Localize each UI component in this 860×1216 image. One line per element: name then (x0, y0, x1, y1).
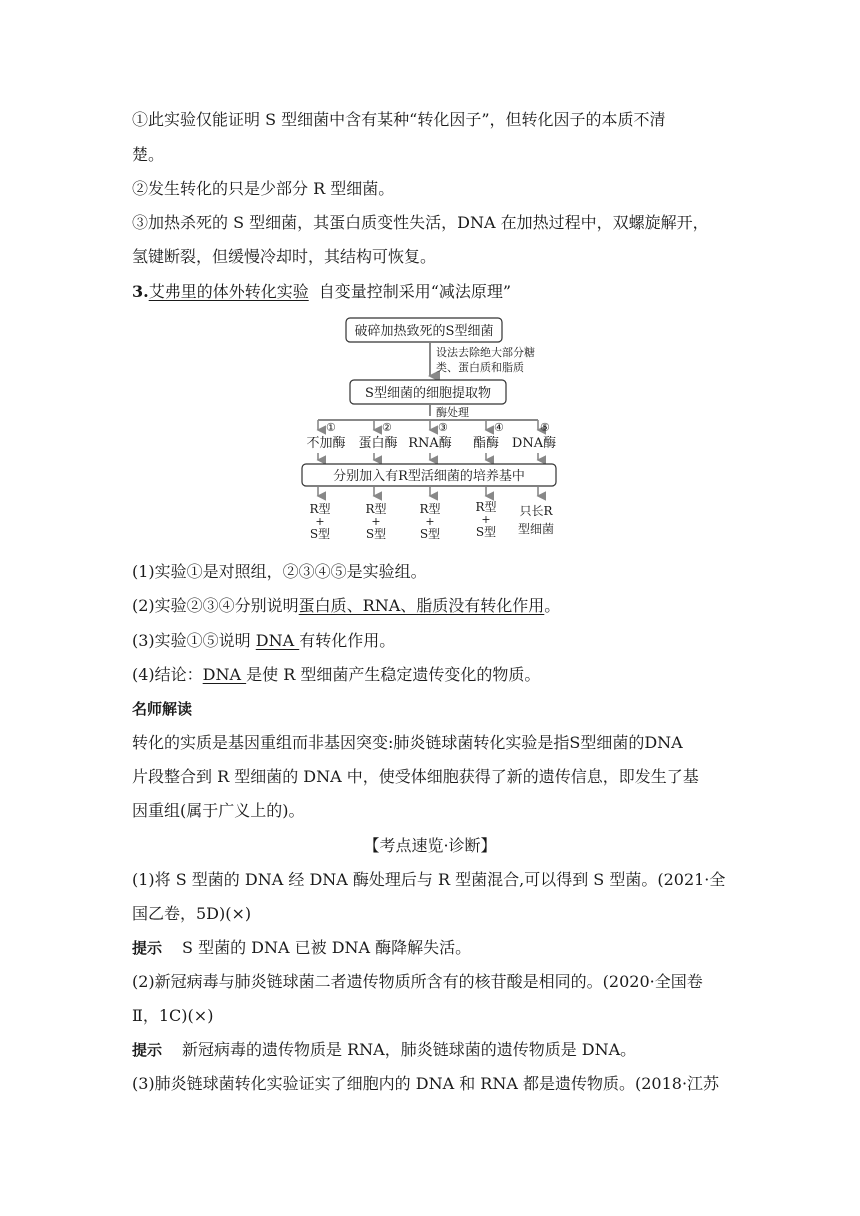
paragraph-line: ②发生转化的只是少部分 R 型细菌。 (132, 179, 395, 198)
result-line1: R型 (309, 502, 331, 516)
result-line1: R型 (475, 500, 497, 514)
avery-experiment-diagram (290, 312, 570, 544)
question-text: 是使 R 型细菌产生稳定遗传变化的物质。 (246, 665, 541, 684)
result-line2: 型细菌 (517, 522, 555, 536)
treatment-number: ④ (494, 421, 504, 434)
result-line2: + (425, 515, 435, 528)
treatment-label: 酯酶 (472, 436, 500, 451)
paragraph-line: 楚。 (132, 145, 165, 164)
treatment-number: ③ (438, 421, 448, 434)
answer-blank: DNA (255, 631, 300, 650)
question-text: (2)实验②③④分别说明 (132, 596, 299, 615)
question-line: (1)实验①是对照组，②③④⑤是实验组。 (132, 562, 427, 581)
tip-label: 提示 (132, 1041, 163, 1059)
paragraph-line: 氢键断裂，但缓慢冷却时，其结构可恢复。 (132, 247, 437, 266)
section-note: 自变量控制采用“减法原理” (318, 282, 512, 301)
teacher-heading: 名师解读 (132, 700, 193, 718)
result-line3: S型 (309, 527, 331, 541)
paragraph-line: ①此实验仅能证明 S 型细菌中含有某种“转化因子”，但转化因子的本质不清 (132, 110, 666, 129)
treatment-label: 不加酶 (306, 436, 346, 451)
result-line2: + (315, 515, 325, 528)
step1-label-line1: 设法去除绝大部分糖 (436, 346, 535, 359)
section-title: 艾弗里的体外转化实验 (148, 282, 309, 301)
box-s-extract-label: S型细菌的细胞提取物 (365, 386, 491, 401)
box-culture-medium-label: 分别加入有R型活细菌的培养基中 (333, 469, 525, 484)
paragraph-line: ③加热杀死的 S 型细菌，其蛋白质变性失活，DNA 在加热过程中，双螺旋解开， (132, 213, 709, 232)
teacher-text-line: 片段整合到 R 型细菌的 DNA 中，使受体细胞获得了新的遗传信息，即发生了基 (132, 767, 699, 786)
section-title: 【考点速览·诊断】 (363, 836, 497, 855)
question-line (132, 596, 560, 616)
result-line3: S型 (419, 527, 441, 541)
question-text: 有转化作用。 (299, 631, 396, 650)
treatment-number: ⑤ (540, 421, 550, 434)
teacher-text-line: 因重组(属于广义上的)。 (132, 801, 305, 820)
teacher-text-line: 转化的实质是基因重组而非基因突变:肺炎链球菌转化实验是指S型细菌的DNA (132, 733, 683, 752)
tip-text: 新冠病毒的遗传物质是 RNA，肺炎链球菌的遗传物质是 DNA。 (182, 1040, 637, 1059)
question-line (132, 631, 395, 651)
diagnosis-line: (3)肺炎链球菌转化实验证实了细胞内的 DNA 和 RNA 都是遗传物质。(2018·江苏 (132, 1074, 720, 1093)
diagnosis-line: (2)新冠病毒与肺炎链球菌二者遗传物质所含有的核苷酸是相同的。(2020·全国卷 (132, 972, 703, 991)
treatment-label: DNA酶 (511, 436, 557, 451)
result-line2: + (371, 515, 381, 528)
question-line (132, 665, 540, 685)
diagnosis-line: (1)将 S 型菌的 DNA 经 DNA 酶处理后与 R 型菌混合,可以得到 S 型菌。(2021·全 (132, 870, 726, 889)
tip-line (132, 1040, 636, 1060)
result-line3: S型 (365, 527, 387, 541)
step1-label-line2: 类、蛋白质和脂质 (436, 361, 524, 374)
result-line1: R型 (365, 502, 387, 516)
result-line3: S型 (475, 525, 497, 539)
box-heat-killed-s-label: 破碎加热致死的S型细菌 (354, 324, 494, 339)
diagnosis-line: Ⅱ，1C)(×) (132, 1006, 214, 1025)
question-text: (3)实验①⑤说明 (132, 631, 256, 650)
tip-line (132, 938, 471, 958)
treatment-number: ① (326, 421, 336, 434)
answer-blank: 蛋白质、RNA、脂质没有转化作用 (298, 596, 545, 615)
answer-blank: DNA (202, 665, 247, 684)
tip-text: S 型菌的 DNA 已被 DNA 酶降解失活。 (182, 938, 472, 957)
result-line1: R型 (419, 502, 441, 516)
question-text: (4)结论： (132, 665, 203, 684)
step2-label: 酶处理 (436, 406, 469, 419)
question-text: 。 (544, 596, 561, 615)
diagnosis-line: 国乙卷，5D)(×) (132, 904, 252, 923)
tip-label: 提示 (132, 939, 163, 957)
result-line1: 只长R (519, 504, 553, 518)
result-line2: + (481, 513, 491, 526)
treatment-number: ② (382, 421, 392, 434)
treatment-label: RNA酶 (408, 436, 452, 451)
treatment-label: 蛋白酶 (358, 436, 398, 451)
section-3-heading (132, 282, 511, 302)
section-number: 3. (132, 282, 149, 301)
